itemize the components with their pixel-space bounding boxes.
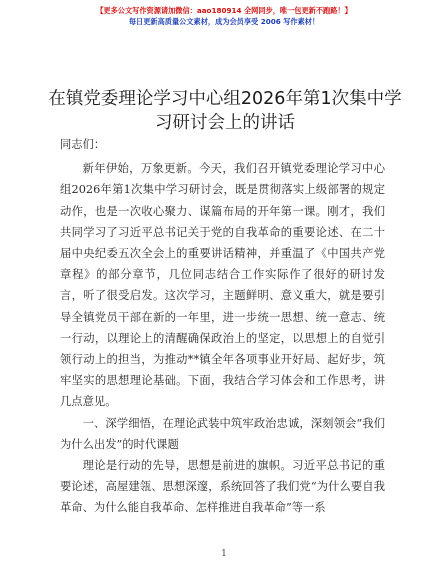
salutation: 同志们： bbox=[60, 138, 106, 151]
paragraph-section-1: 理论是行动的先导，思想是前进的旗帜。习近平总书记的重要论述，高屋建瓴、思想深邃，系统回答了我们党“为什么要自我革命、为什么能自我革命、怎样推进自我革命”等一系 bbox=[60, 459, 385, 515]
promo-banner-top: 【更多公文写作资源请加微信：aao180914 全网同步，唯一包更新不跑路！】 bbox=[96, 6, 352, 15]
paragraph-intro: 新年伊始，万象更新。今天，我们召开镇党委理论学习中心组2026年第1次集中学习研讨会，既是贯彻落实上级部署的规定动作，也是一次收心聚力、谋篇布局的开年第一课。刚才，我们共同学习了习近平总书记关于党的自我革命的重要论述、在二十届中央纪委五次全会上的重要讲话精神，并重温了《中国共产党章程》的部分章节，几位同志结合工作实际作了很好的研讨发言，听了很受启发。这次学习，主题鲜明、意义重大，就是要引导全镇党员干部在新的一年里，进一步统一思想、统一意志、统一行动，以理论上的清醒确保政治上的坚定，以思想上的自觉引领行动上的担当，为推动**镇全年各项事业开好局、起好步，筑牢坚实的思想理论基础。下面，我结合学习体会和工作思考，讲几点意见。 bbox=[60, 162, 385, 409]
promo-banner-sub: 每日更新高质量公文素材，成为会员享受 2006 写作素材！ bbox=[128, 17, 320, 26]
page-number: 1 bbox=[221, 549, 227, 559]
document-body bbox=[60, 134, 385, 519]
section-heading-1: 一、深学细悟，在理论武装中筑牢政治忠诚，深刻领会“我们为什么出发”的时代课题 bbox=[60, 416, 385, 451]
document-title: 在镇党委理论学习中心组2026年第1次集中学习研讨会上的讲话 bbox=[48, 89, 402, 133]
